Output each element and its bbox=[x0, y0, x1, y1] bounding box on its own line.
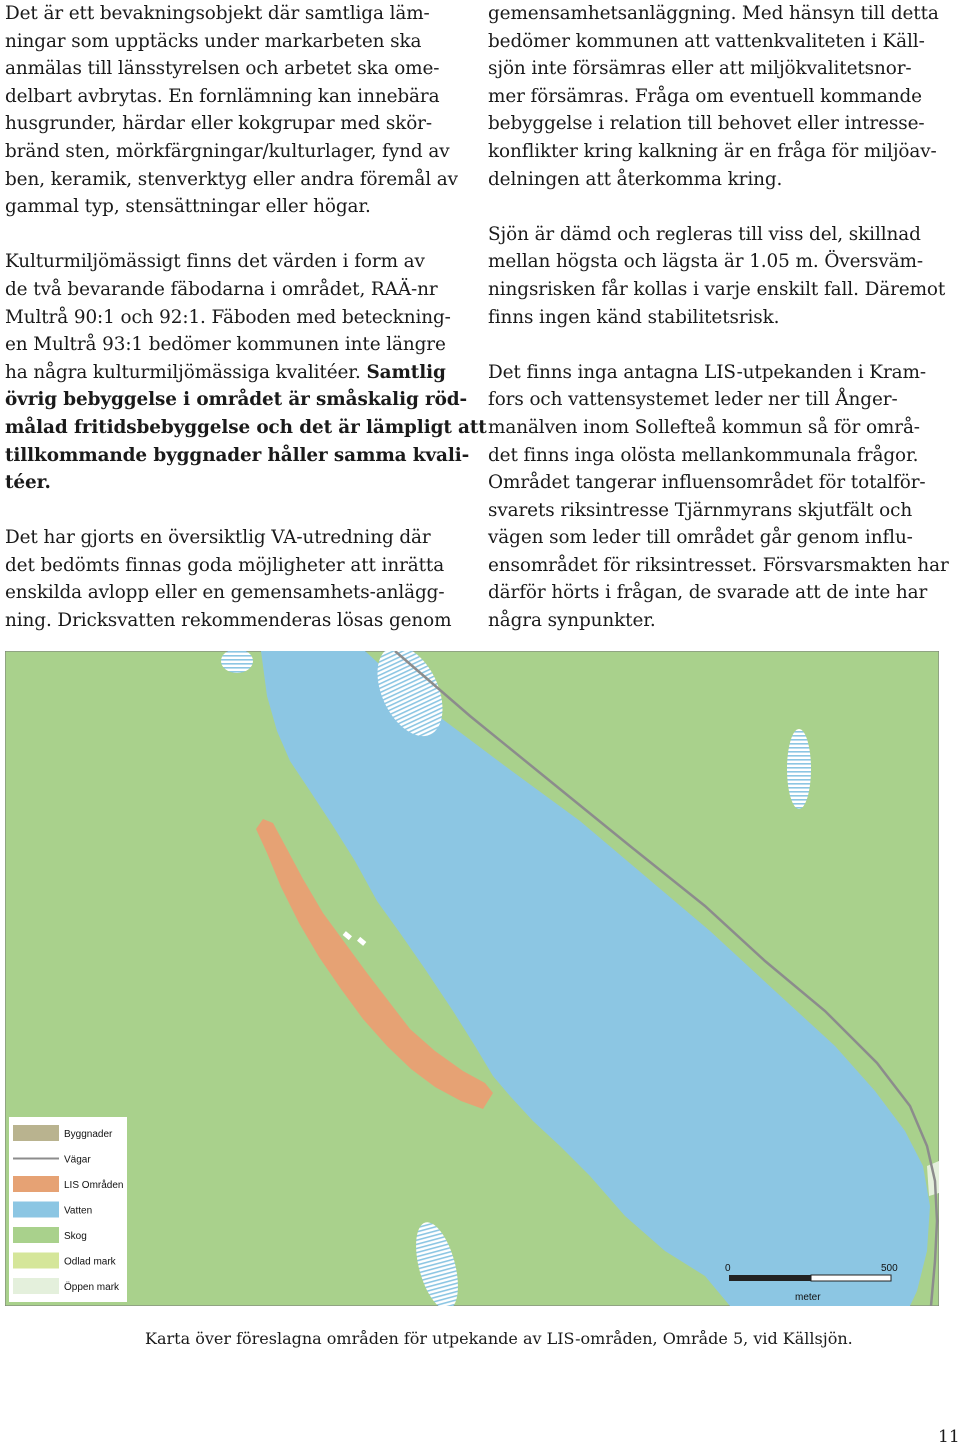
text-line: gemensamhetsanläggning. Med hänsyn till detta bbox=[488, 3, 939, 24]
text-line: Området tangerar influensområdet för totalför- bbox=[488, 472, 926, 494]
page-number: 11 bbox=[938, 1427, 960, 1447]
legend-label: Vatten bbox=[64, 1205, 93, 1217]
legend-swatch bbox=[13, 1202, 59, 1218]
bold-text-line: téer. bbox=[5, 472, 51, 494]
open-field bbox=[927, 1161, 939, 1196]
text-line: mellan högsta och lägsta är 1.05 m. Översväm- bbox=[488, 251, 923, 273]
text-line: Det finns inga antagna LIS-utpekanden i Kram- bbox=[488, 361, 926, 383]
text-line: bebyggelse i relation till behovet eller intresse- bbox=[488, 113, 925, 135]
text-line: bränd sten, mörkfärgningar/kulturlager, fynd av bbox=[5, 140, 450, 162]
text-line: det bedömts finnas goda möjligheter att inrätta bbox=[5, 554, 445, 576]
text-line: enskilda avlopp eller en gemensamhets-anlägg- bbox=[5, 582, 445, 604]
text-line: vägen som leder till området går genom influ- bbox=[488, 527, 913, 549]
text-line: bedömer kommunen att vattenkvaliteten i Käll- bbox=[488, 30, 925, 52]
scale-unit-label: meter bbox=[795, 1292, 821, 1303]
text-line: några synpunkter. bbox=[488, 610, 656, 632]
legend-label: LIS Områden bbox=[64, 1180, 124, 1191]
scale-start-label: 0 bbox=[725, 1263, 731, 1274]
text-line: ensområdet för riksintresset. Försvarsmakten har bbox=[488, 554, 949, 576]
bold-text-line: målad fritidsbebyggelse och det är lämpligt att bbox=[5, 416, 487, 438]
paragraph-sjon-damd bbox=[488, 221, 950, 331]
text-line bbox=[5, 359, 457, 387]
text-line: ningsrisken får kollas i varje enskilt fall. Däremot bbox=[488, 278, 946, 300]
text-line: gammal typ, stensättningar eller högar. bbox=[5, 196, 371, 218]
text-fragment: ha några kulturmiljömässiga kvalitéer. bbox=[5, 361, 361, 383]
legend-label: Byggnader bbox=[64, 1129, 113, 1140]
paragraph-fornlamning bbox=[5, 0, 457, 221]
text-line: ben, keramik, stenverktyg eller andra föremål av bbox=[5, 168, 458, 190]
text-line: det finns inga olösta mellankommunala frågor. bbox=[488, 444, 919, 466]
paragraph-vattenkvalitet bbox=[488, 0, 950, 193]
text-line: sjön inte försämras eller att miljökvalitetsnor- bbox=[488, 58, 912, 80]
text-line: husgrunder, härdar eller kokgrupar med skör- bbox=[5, 113, 432, 135]
text-line: Det har gjorts en översiktlig VA-utredning där bbox=[5, 527, 431, 549]
marsh-area bbox=[787, 729, 811, 809]
legend-label: Öppen mark bbox=[64, 1282, 120, 1293]
text-line: Det är ett bevakningsobjekt där samtliga läm- bbox=[5, 3, 430, 24]
text-line: ning. Dricksvatten rekommenderas lösas genom bbox=[5, 610, 452, 632]
right-text-column bbox=[488, 0, 950, 635]
legend-label: Skog bbox=[64, 1231, 87, 1242]
text-line: Sjön är dämd och regleras till viss del, skillnad bbox=[488, 223, 921, 245]
text-line: en Multrå 93:1 bedömer kommunen inte längre bbox=[5, 334, 446, 356]
legend-swatch bbox=[13, 1253, 59, 1269]
scale-end-label: 500 bbox=[881, 1263, 898, 1274]
scale-bar-segment bbox=[811, 1275, 891, 1281]
area-map bbox=[5, 651, 939, 1306]
legend-swatch bbox=[13, 1125, 59, 1141]
bold-text-line: övrig bebyggelse i området är småskalig röd- bbox=[5, 389, 468, 411]
legend-swatch bbox=[13, 1278, 59, 1294]
legend-label: Odlad mark bbox=[64, 1256, 116, 1268]
text-line: delbart avbrytas. En fornlämning kan innebära bbox=[5, 85, 440, 107]
text-line: Multrå 90:1 och 92:1. Fäboden med beteckning- bbox=[5, 306, 451, 328]
bold-text-line: tillkommande byggnader håller samma kvali- bbox=[5, 444, 470, 466]
text-line: de två bevarande fäbodarna i området, RAÄ-nr bbox=[5, 278, 438, 300]
text-line: fors och vattensystemet leder ner till Ånger- bbox=[488, 389, 898, 411]
paragraph-lis-utpekanden bbox=[488, 359, 950, 635]
paragraph-va-utredning bbox=[5, 524, 457, 634]
map-caption: Karta över föreslagna områden för utpekande av LIS-områden, Område 5, vid Källsjön. bbox=[145, 1329, 853, 1348]
text-line: Kulturmiljömässigt finns det värden i form av bbox=[5, 251, 425, 273]
legend-label: Vägar bbox=[64, 1154, 91, 1166]
text-line: delningen att återkomma kring. bbox=[488, 168, 783, 190]
text-line: därför hörts i frågan, de svarade att de inte har bbox=[488, 582, 928, 604]
text-line: svarets riksintresse Tjärnmyrans skjutfält och bbox=[488, 499, 913, 521]
scale-bar-segment bbox=[729, 1275, 811, 1281]
left-text-column bbox=[5, 0, 487, 635]
legend-swatch bbox=[13, 1227, 59, 1243]
paragraph-kulturmiljo bbox=[5, 248, 487, 496]
legend-swatch bbox=[13, 1176, 59, 1192]
text-line: ningar som upptäcks under markarbeten ska bbox=[5, 30, 422, 52]
text-line: finns ingen känd stabilitetsrisk. bbox=[488, 306, 780, 328]
text-line: manälven inom Sollefteå kommun så för områ- bbox=[488, 416, 920, 438]
text-line: anmälas till länsstyrelsen och arbetet ska ome- bbox=[5, 58, 440, 80]
text-line: mer försämras. Fråga om eventuell kommande bbox=[488, 85, 922, 107]
bold-text-fragment: Samtlig bbox=[366, 361, 446, 383]
text-line: konflikter kring kalkning är en fråga för miljöav- bbox=[488, 140, 937, 162]
